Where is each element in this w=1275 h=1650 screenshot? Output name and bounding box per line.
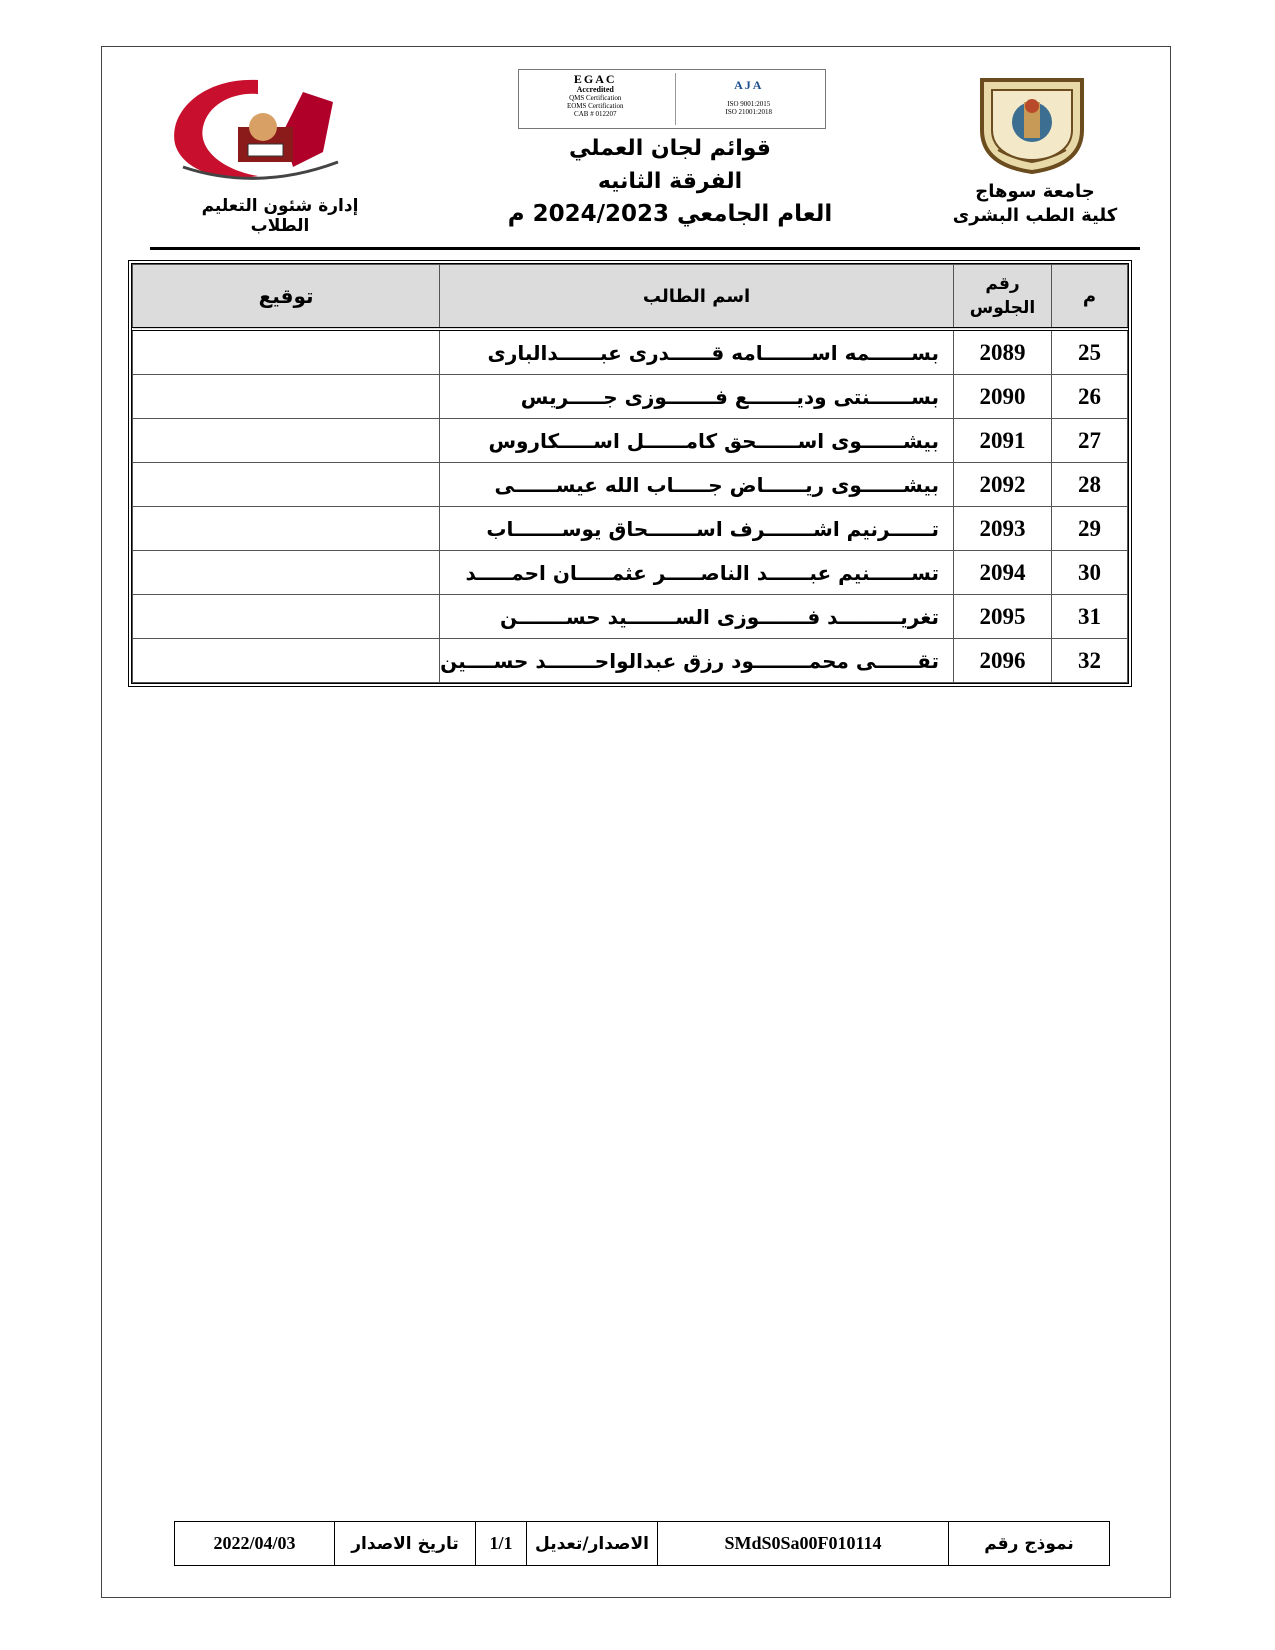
row-seat: 2094 [954,551,1052,595]
university-seal [972,70,1092,174]
table-header-row [133,265,1128,330]
row-student-name: تســــــنيم عبــــــد الناصـــــر عثمـــــان احمـــــد [440,551,954,595]
row-index: 26 [1052,375,1128,419]
row-signature [133,463,440,507]
row-index: 29 [1052,507,1128,551]
form-footer [174,1521,1110,1554]
seat-header-line1: رقم [985,274,1020,294]
row-student-name: بيشــــــوى ريــــــاض جـــــاب الله عيســــــى [440,463,954,507]
row-student-name: تقــــــى محمــــــــود رزق عبدالواحـــــــد حســــين [440,639,954,683]
row-signature [133,419,440,463]
col-seat-header [954,265,1052,330]
faculty-logo [163,72,353,184]
row-student-name: بســــــمه اســـــــامه قــــــدرى عبــــــدالبارى [440,329,954,375]
table-row [133,419,1128,463]
row-student-name: تغريـــــــــد فـــــــوزى الســـــــيد حســـــــن [440,595,954,639]
aja-certificate [675,73,823,125]
document-titles [470,132,870,231]
row-index: 32 [1052,639,1128,683]
version-value: 1/1 [476,1522,527,1566]
row-seat: 2096 [954,639,1052,683]
issue-date-label: تاريخ الاصدار [335,1522,476,1566]
row-signature [133,329,440,375]
table-row [133,595,1128,639]
aja-line1: ISO 9001:2015 [727,100,771,108]
egac-line2: QMS Certification [569,94,622,102]
row-index: 28 [1052,463,1128,507]
row-student-name: بســــــنتى وديـــــــع فـــــــوزى جـــــريس [440,375,954,419]
row-index: 30 [1052,551,1128,595]
row-index: 25 [1052,329,1128,375]
row-signature [133,375,440,419]
form-number-label: نموذج رقم [949,1522,1110,1566]
document-subtitle: الفرقة الثانيه [597,169,743,194]
department-name: إدارة شئون التعليم الطلاب [201,196,359,236]
egac-line4: CAB # 012207 [574,110,617,118]
table-row [133,463,1128,507]
egac-line1: Accredited [576,85,614,94]
egac-line3: EOMS Certification [566,102,624,110]
row-seat: 2093 [954,507,1052,551]
row-signature [133,507,440,551]
row-seat: 2090 [954,375,1052,419]
seat-header-line2: الجلوس [969,298,1036,318]
table-row [133,329,1128,375]
row-signature [133,551,440,595]
egac-certificate [522,73,669,125]
table-row [133,639,1128,683]
col-name-header: اسم الطالب [440,265,954,330]
table-row [133,507,1128,551]
version-label: الاصدار/تعديل [527,1522,658,1566]
issue-date-value: 2022/04/03 [175,1522,335,1566]
university-name: جامعة سوهاج [975,181,1095,202]
table-row [133,375,1128,419]
certification-box [518,69,826,129]
table-row [133,551,1128,595]
students-table [128,260,1132,687]
col-signature-header: توقيع [133,265,440,330]
header-divider [150,247,1140,250]
egac-title: EGAC [573,72,617,86]
university-block [945,180,1125,228]
faculty-name: كلية الطب البشرى [952,205,1118,226]
row-signature [133,595,440,639]
col-index-header: م [1052,265,1128,330]
document-title: قوائم لجان العملي [569,136,771,161]
row-student-name: بيشــــــوى اســــــحق كامــــــل اســـــكاروس [440,419,954,463]
form-number-value: SMdS0Sa00F010114 [658,1522,949,1566]
row-seat: 2092 [954,463,1052,507]
row-seat: 2089 [954,329,1052,375]
row-seat: 2091 [954,419,1052,463]
aja-title: AJA [734,78,764,92]
aja-line2: ISO 21001:2018 [725,108,772,116]
row-index: 27 [1052,419,1128,463]
row-index: 31 [1052,595,1128,639]
row-seat: 2095 [954,595,1052,639]
row-student-name: تــــــرنيم اشـــــــرف اســـــــحاق يوســـــــاب [440,507,954,551]
row-signature [133,639,440,683]
academic-year: العام الجامعي 2024/2023 م [507,201,833,227]
